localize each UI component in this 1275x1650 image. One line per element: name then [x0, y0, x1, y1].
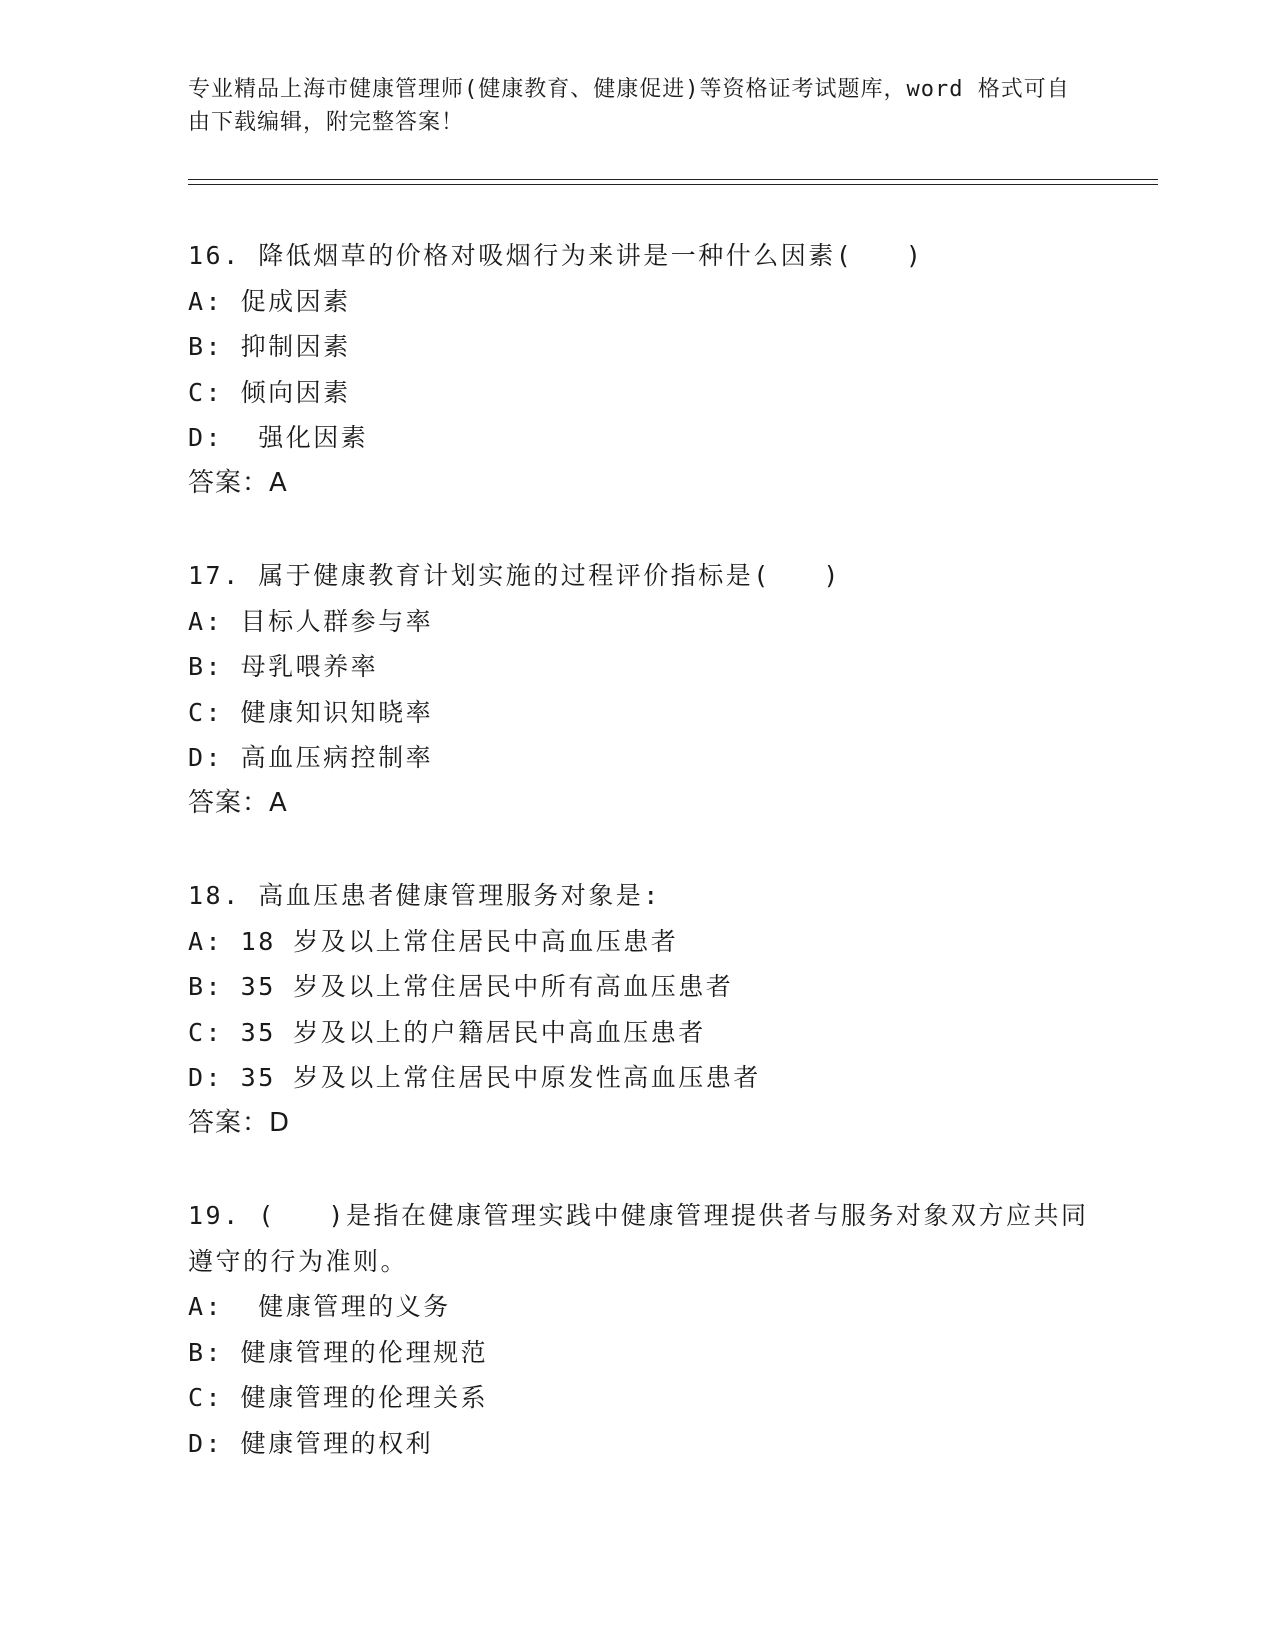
question-stem: 17. 属于健康教育计划实施的过程评价指标是( ) — [188, 561, 841, 590]
question-16 — [188, 233, 1108, 506]
header-divider-bottom — [188, 184, 1158, 185]
option-b: B: 35 岁及以上常住居民中所有高血压患者 — [188, 972, 734, 1001]
question-stem: 16. 降低烟草的价格对吸烟行为来讲是一种什么因素( ) — [188, 241, 924, 270]
document-header: 专业精品上海市健康管理师(健康教育、健康促进)等资格证考试题库，word 格式可自由下载编辑，附完整答案！ — [188, 77, 1070, 135]
option-d: D: 高血压病控制率 — [188, 743, 434, 772]
question-stem: 19. ( )是指在健康管理实践中健康管理提供者与服务对象双方应共同遵守的行为准则。 — [188, 1201, 1089, 1276]
option-b: B: 健康管理的伦理规范 — [188, 1337, 489, 1367]
option-a: A: 18 岁及以上常住居民中高血压患者 — [188, 926, 679, 956]
question-stem: 18. 高血压患者健康管理服务对象是: — [188, 881, 661, 910]
answer-line: 答案：D — [188, 1107, 291, 1138]
option-b: B: 抑制因素 — [188, 332, 351, 361]
option-b: B: 母乳喂养率 — [188, 652, 379, 681]
option-d: D: 强化因素 — [188, 423, 369, 452]
question-19 — [188, 1193, 1108, 1466]
option-a: A: 健康管理的义务 — [188, 1292, 451, 1321]
question-18 — [188, 873, 1108, 1146]
question-list — [188, 233, 1108, 1513]
header-divider-top — [188, 179, 1158, 180]
answer-line: 答案：A — [188, 787, 288, 818]
option-c: C: 倾向因素 — [188, 377, 351, 407]
option-a: A: 目标人群参与率 — [188, 606, 434, 636]
option-c: C: 健康管理的伦理关系 — [188, 1383, 489, 1412]
question-17 — [188, 553, 1108, 826]
option-c: C: 35 岁及以上的户籍居民中高血压患者 — [188, 1017, 706, 1047]
answer-line: 答案：A — [188, 467, 288, 498]
option-c: C: 健康知识知晓率 — [188, 697, 434, 727]
option-a: A: 促成因素 — [188, 286, 351, 316]
option-d: D: 35 岁及以上常住居民中原发性高血压患者 — [188, 1063, 761, 1092]
option-d: D: 健康管理的权利 — [188, 1428, 434, 1458]
